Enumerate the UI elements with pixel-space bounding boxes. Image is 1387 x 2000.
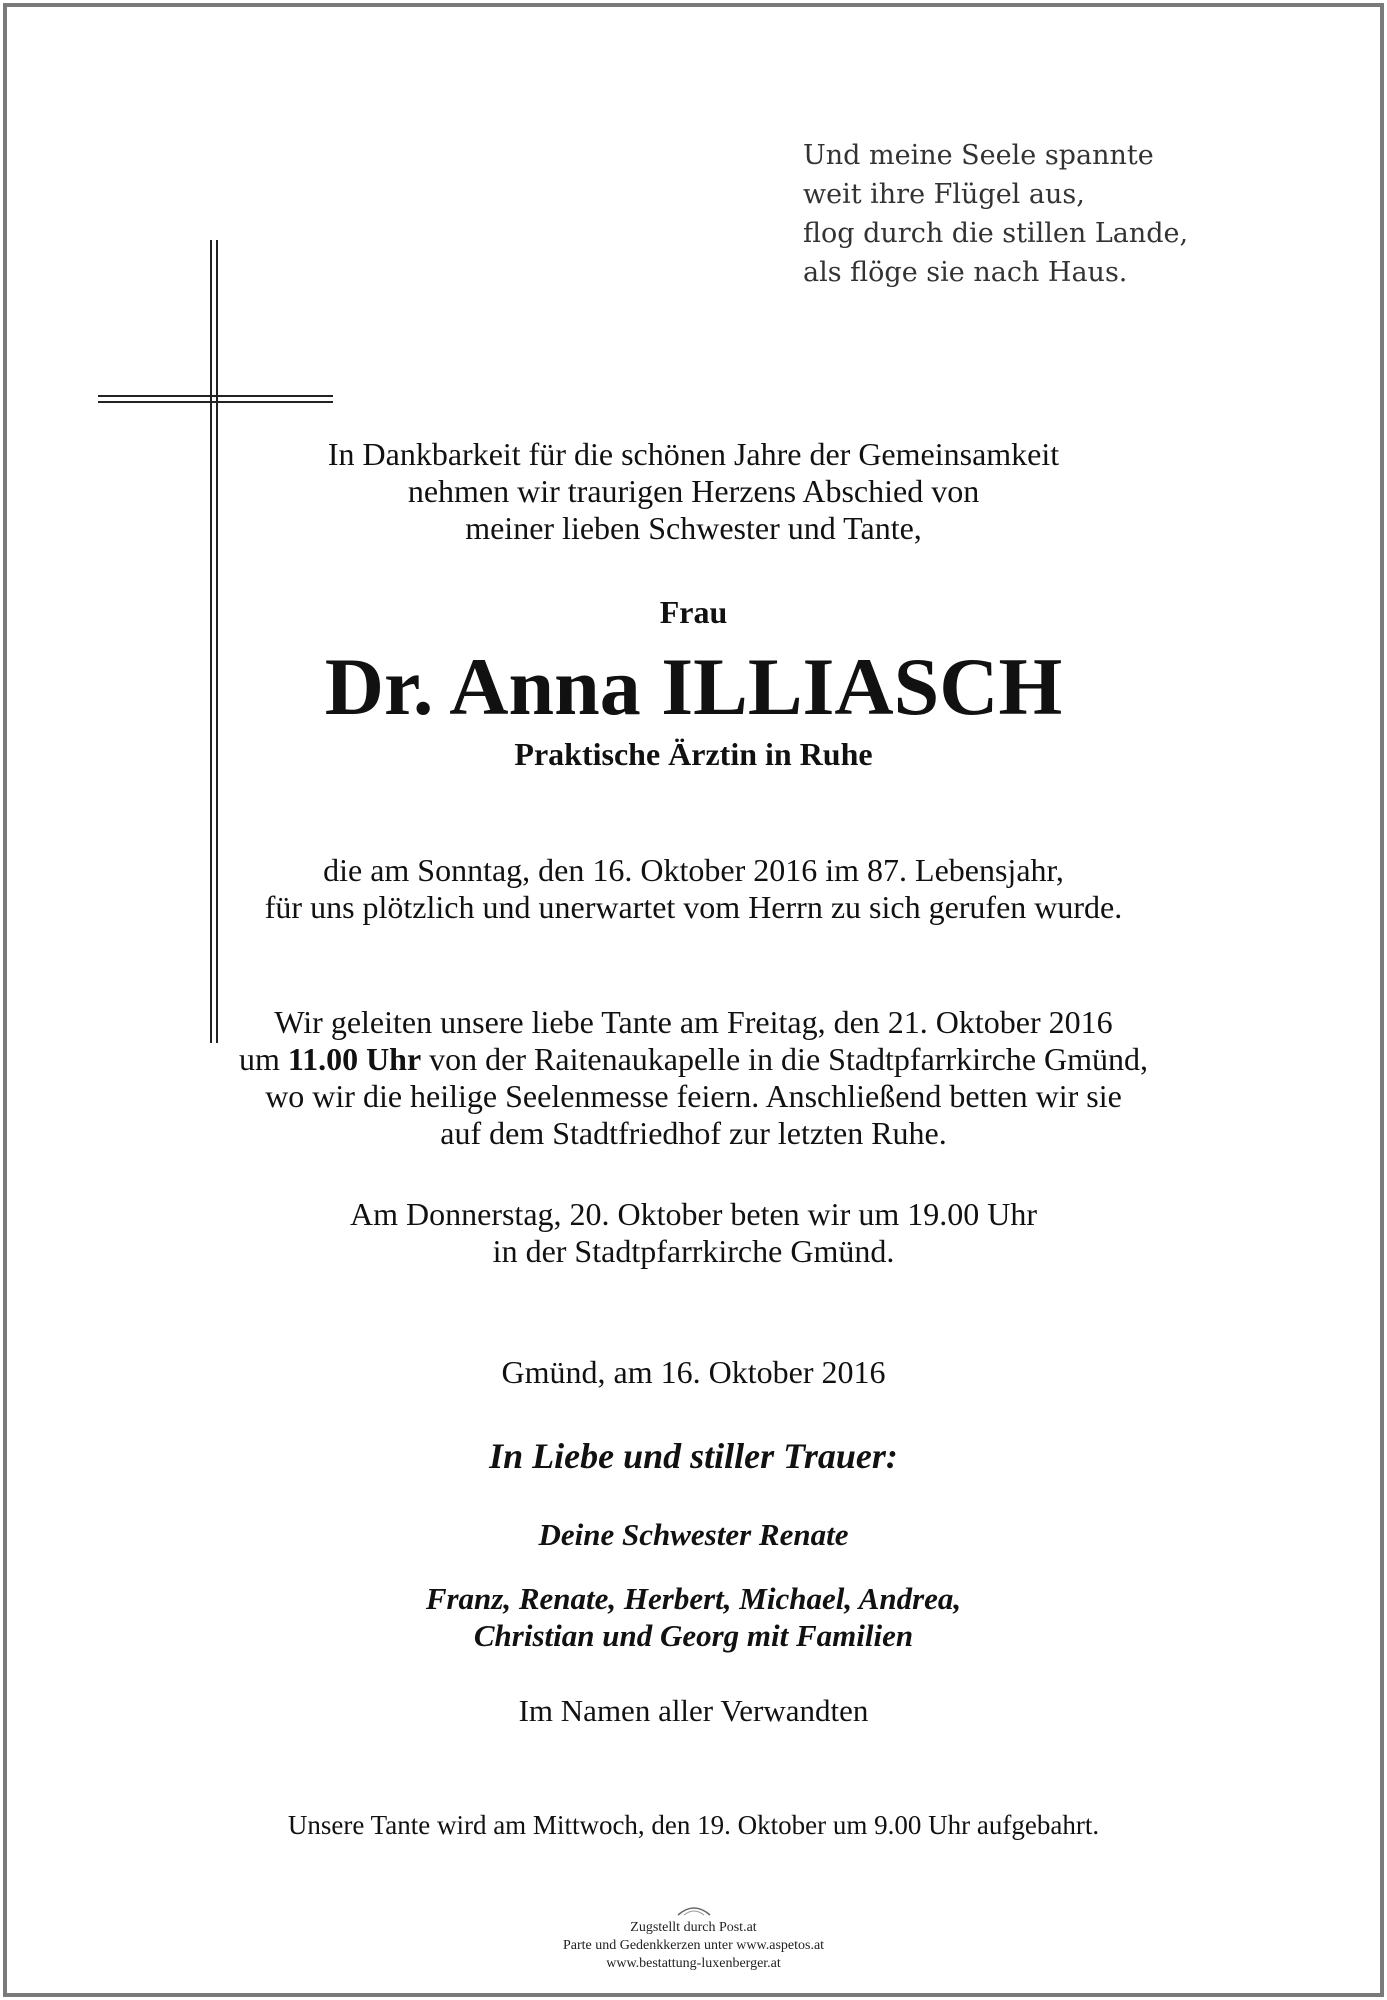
cross-horizontal-line-bottom — [98, 401, 333, 403]
funeral-line: Wir geleiten unsere liebe Tante am Freitag, den 21. Oktober 2016 — [274, 1004, 1113, 1040]
intro-line: nehmen wir traurigen Herzens Abschied von — [407, 473, 980, 509]
footer-link-aspetos[interactable]: Parte und Gedenkkerzen unter www.aspetos.at — [562, 1938, 825, 1953]
intro-line: In Dankbarkeit für die schönen Jahre der Gemeinsamkeit — [327, 436, 1060, 472]
footer-link-luxenberger[interactable]: www.bestattung-luxenberger.at — [606, 1956, 781, 1971]
death-notice-line: die am Sonntag, den 16. Oktober 2016 im 87. Lebensjahr, — [323, 852, 1064, 888]
deceased-name: Dr. Anna ILLIASCH — [324, 641, 1063, 732]
prayer-details — [0, 1196, 1387, 1270]
poem-line: Und meine Seele spannte — [803, 140, 1154, 171]
funeral-time: 11.00 Uhr — [287, 1041, 422, 1077]
mourner-sister: Deine Schwester Renate — [538, 1517, 849, 1552]
relatives-note: Im Namen aller Verwandten — [518, 1693, 869, 1728]
poem-line: als flöge sie nach Haus. — [803, 257, 1128, 288]
funeral-line: wo wir die heilige Seelenmesse feiern. Anschließend betten wir sie — [265, 1078, 1122, 1114]
mourning-heading: In Liebe und stiller Trauer: — [489, 1436, 898, 1476]
family-line: Christian und Georg mit Familien — [473, 1618, 914, 1653]
salutation: Frau — [659, 594, 728, 630]
mourner-family — [0, 1580, 1387, 1654]
place-and-date: Gmünd, am 16. Oktober 2016 — [501, 1354, 886, 1390]
prayer-line: in der Stadtpfarrkirche Gmünd. — [492, 1233, 895, 1269]
prayer-line: Am Donnerstag, 20. Oktober beten wir um 19.00 Uhr — [350, 1196, 1037, 1232]
intro-text — [0, 436, 1387, 547]
funeral-home-logo-icon — [676, 1903, 712, 1917]
family-line: Franz, Renate, Herbert, Michael, Andrea, — [425, 1581, 962, 1616]
funeral-line-suffix: von der Raitenaukapelle in die Stadtpfarrkirche Gmünd, — [421, 1041, 1149, 1077]
poem — [803, 136, 1283, 292]
poem-line: weit ihre Flügel aus, — [803, 179, 1085, 210]
cross-horizontal-line-top — [98, 395, 333, 397]
funeral-details — [0, 1004, 1387, 1152]
poem-line: flog durch die stillen Lande, — [803, 218, 1189, 249]
funeral-line-prefix: um — [238, 1041, 288, 1077]
deceased-title: Praktische Ärztin in Ruhe — [514, 736, 873, 772]
intro-line: meiner lieben Schwester und Tante, — [465, 510, 922, 546]
footer-line: Zugstellt durch Post.at — [630, 1920, 757, 1935]
death-notice — [0, 852, 1387, 926]
funeral-line — [0, 1041, 1387, 1078]
footer — [0, 1919, 1387, 1973]
funeral-line: auf dem Stadtfriedhof zur letzten Ruhe. — [440, 1115, 947, 1151]
death-notice-line: für uns plötzlich und unerwartet vom Herrn zu sich gerufen wurde. — [264, 889, 1123, 925]
viewing-notice: Unsere Tante wird am Mittwoch, den 19. Oktober um 9.00 Uhr aufgebahrt. — [287, 1810, 1100, 1840]
